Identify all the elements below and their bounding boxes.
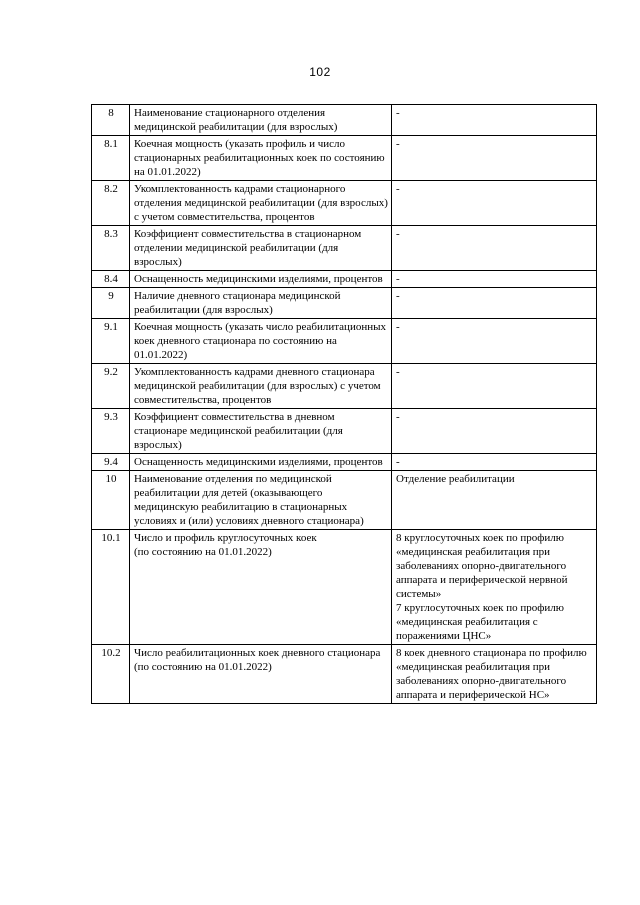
row-name: Наличие дневного стационара медицинской реабилитации (для взрослых) (130, 288, 392, 319)
row-value: - (392, 454, 597, 471)
row-name: Укомплектованность кадрами дневного стационара медицинской реабилитации (для взрослых) с учетом совместительства, процентов (130, 364, 392, 409)
row-number: 10 (92, 471, 130, 530)
row-value: Отделение реабилитации (392, 471, 597, 530)
row-value: - (392, 105, 597, 136)
row-number: 9.2 (92, 364, 130, 409)
table-row (92, 288, 597, 319)
row-number: 9 (92, 288, 130, 319)
row-value: - (392, 136, 597, 181)
table-row (92, 271, 597, 288)
table-row (92, 409, 597, 454)
row-name: Оснащенность медицинскими изделиями, процентов (130, 454, 392, 471)
table-row (92, 226, 597, 271)
row-value: - (392, 288, 597, 319)
row-value: - (392, 409, 597, 454)
row-name: Наименование стационарного отделения медицинской реабилитации (для взрослых) (130, 105, 392, 136)
row-value: 8 коек дневного стационара по профилю «медицинская реабилитация при заболеваниях опорно-двигательного аппарата и периферической НС» (392, 645, 597, 704)
row-value: - (392, 319, 597, 364)
row-name: Коэффициент совместительства в дневном стационаре медицинской реабилитации (для взрослых) (130, 409, 392, 454)
row-value: - (392, 364, 597, 409)
row-number: 8.2 (92, 181, 130, 226)
table-row (92, 471, 597, 530)
table-row (92, 136, 597, 181)
row-name: Коечная мощность (указать число реабилитационных коек дневного стационара по состоянию на 01.01.2022) (130, 319, 392, 364)
row-name: Коэффициент совместительства в стационарном отделении медицинской реабилитации (для взрослых) (130, 226, 392, 271)
table-row (92, 454, 597, 471)
table-row (92, 645, 597, 704)
row-value: - (392, 226, 597, 271)
table-row (92, 319, 597, 364)
row-name: Оснащенность медицинскими изделиями, процентов (130, 271, 392, 288)
table-row (92, 530, 597, 645)
report-table (91, 104, 597, 704)
row-name: Число и профиль круглосуточных коек (по состоянию на 01.01.2022) (130, 530, 392, 645)
row-number: 8.4 (92, 271, 130, 288)
table-row (92, 105, 597, 136)
row-value: 8 круглосуточных коек по профилю «медицинская реабилитация при заболеваниях опорно-двигательного аппарата и периферической нервной системы» 7 круглосуточных коек по профилю «медицинская реабилитация с поражениями ЦНС» (392, 530, 597, 645)
row-number: 8.3 (92, 226, 130, 271)
row-number: 9.1 (92, 319, 130, 364)
table-row (92, 181, 597, 226)
table-row (92, 364, 597, 409)
row-name: Укомплектованность кадрами стационарного отделения медицинской реабилитации (для взрослых) с учетом совместительства, процентов (130, 181, 392, 226)
row-value: - (392, 271, 597, 288)
row-number: 8.1 (92, 136, 130, 181)
row-number: 10.2 (92, 645, 130, 704)
row-number: 8 (92, 105, 130, 136)
row-number: 9.4 (92, 454, 130, 471)
row-number: 10.1 (92, 530, 130, 645)
row-value: - (392, 181, 597, 226)
row-number: 9.3 (92, 409, 130, 454)
row-name: Наименование отделения по медицинской реабилитации для детей (оказывающего медицинскую реабилитацию в стационарных условиях и (или) условиях дневного стационара) (130, 471, 392, 530)
row-name: Число реабилитационных коек дневного стационара (по состоянию на 01.01.2022) (130, 645, 392, 704)
page-number: 102 (309, 65, 331, 79)
row-name: Коечная мощность (указать профиль и число стационарных реабилитационных коек по состоянию на 01.01.2022) (130, 136, 392, 181)
